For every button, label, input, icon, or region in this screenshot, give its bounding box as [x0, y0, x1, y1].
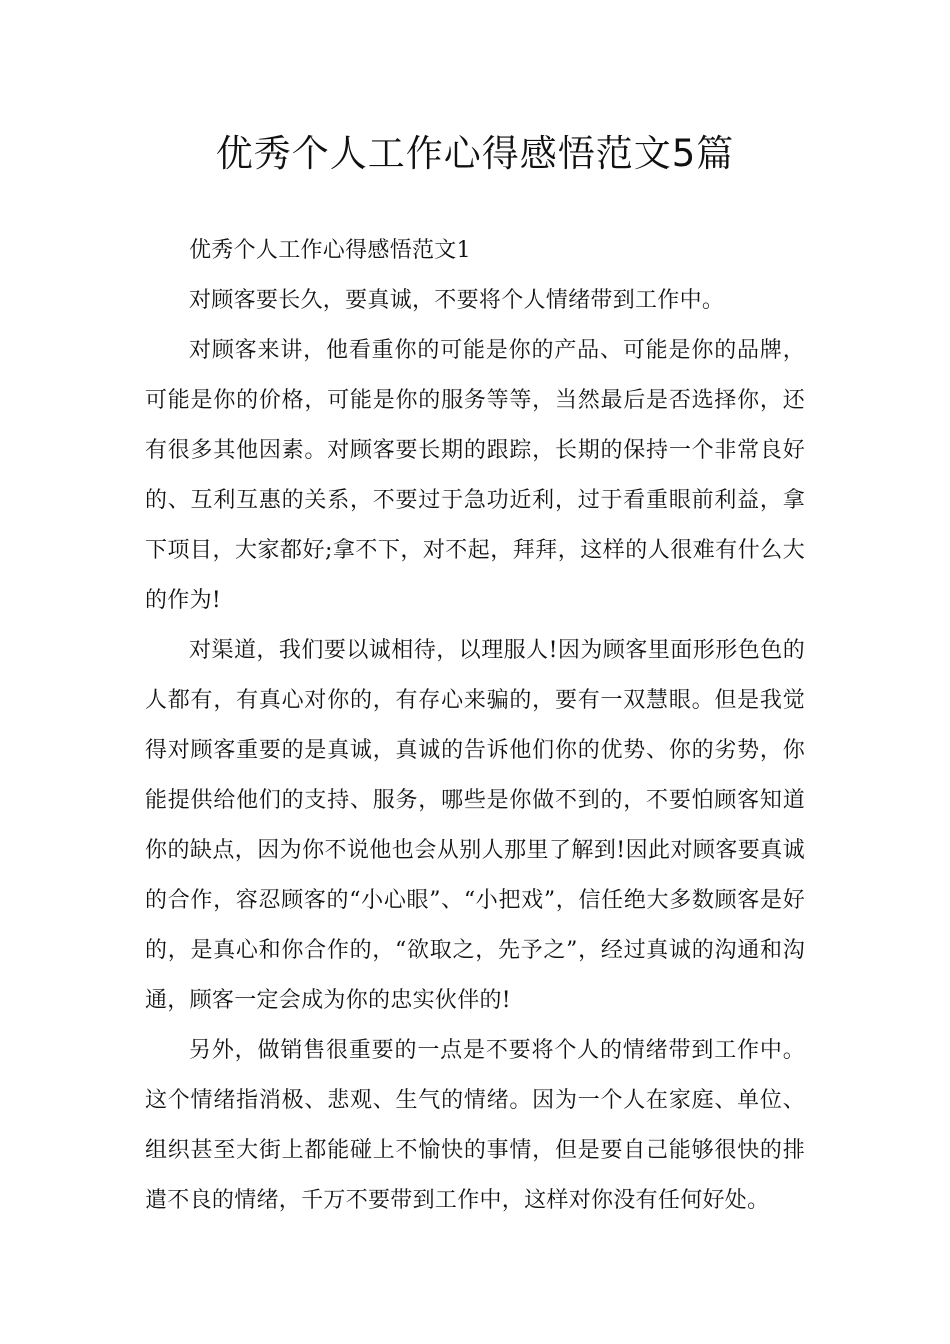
paragraph-customers: 对顾客来讲，他看重你的可能是你的产品、可能是你的品牌，可能是你的价格，可能是你的服务等等，当然最后是否选择你，还有很多其他因素。对顾客要长期的跟踪，长期的保持一个非常良好的、互利互惠的关系，不要过于急功近利，过于看重眼前利益，拿下项目，大家都好;拿不下，对不起，拜拜，这样的人很难有什么大的作为! — [145, 338, 805, 613]
document-body — [145, 226, 805, 1226]
paragraph-lead: 对顾客要长久，要真诚，不要将个人情绪带到工作中。 — [189, 288, 725, 313]
paragraph-emotions: 另外，做销售很重要的一点是不要将个人的情绪带到工作中。这个情绪指消极、悲观、生气的情绪。因为一个人在家庭、单位、组织甚至大街上都能碰上不愉快的事情，但是要自己能够很快的排遣不良的情绪，千万不要带到工作中，这样对你没有任何好处。 — [145, 1038, 805, 1213]
paragraph-channels: 对渠道，我们要以诚相待，以理服人!因为顾客里面形形色色的人都有，有真心对你的，有存心来骗的，要有一双慧眼。但是我觉得对顾客重要的是真诚，真诚的告诉他们你的优势、你的劣势，你能提供给他们的支持、服务，哪些是你做不到的，不要怕顾客知道你的缺点，因为你不说他也会从别人那里了解到!因此对顾客要真诚的合作，容忍顾客的“小心眼”、“小把戏”，信任绝大多数顾客是好的，是真心和你合作的，“欲取之，先予之”，经过真诚的沟通和沟通，顾客一定会成为你的忠实伙伴的! — [145, 638, 805, 1013]
document-title: 优秀个人工作心得感悟范文5篇 — [215, 132, 735, 175]
section-heading: 优秀个人工作心得感悟范文1 — [189, 238, 471, 263]
